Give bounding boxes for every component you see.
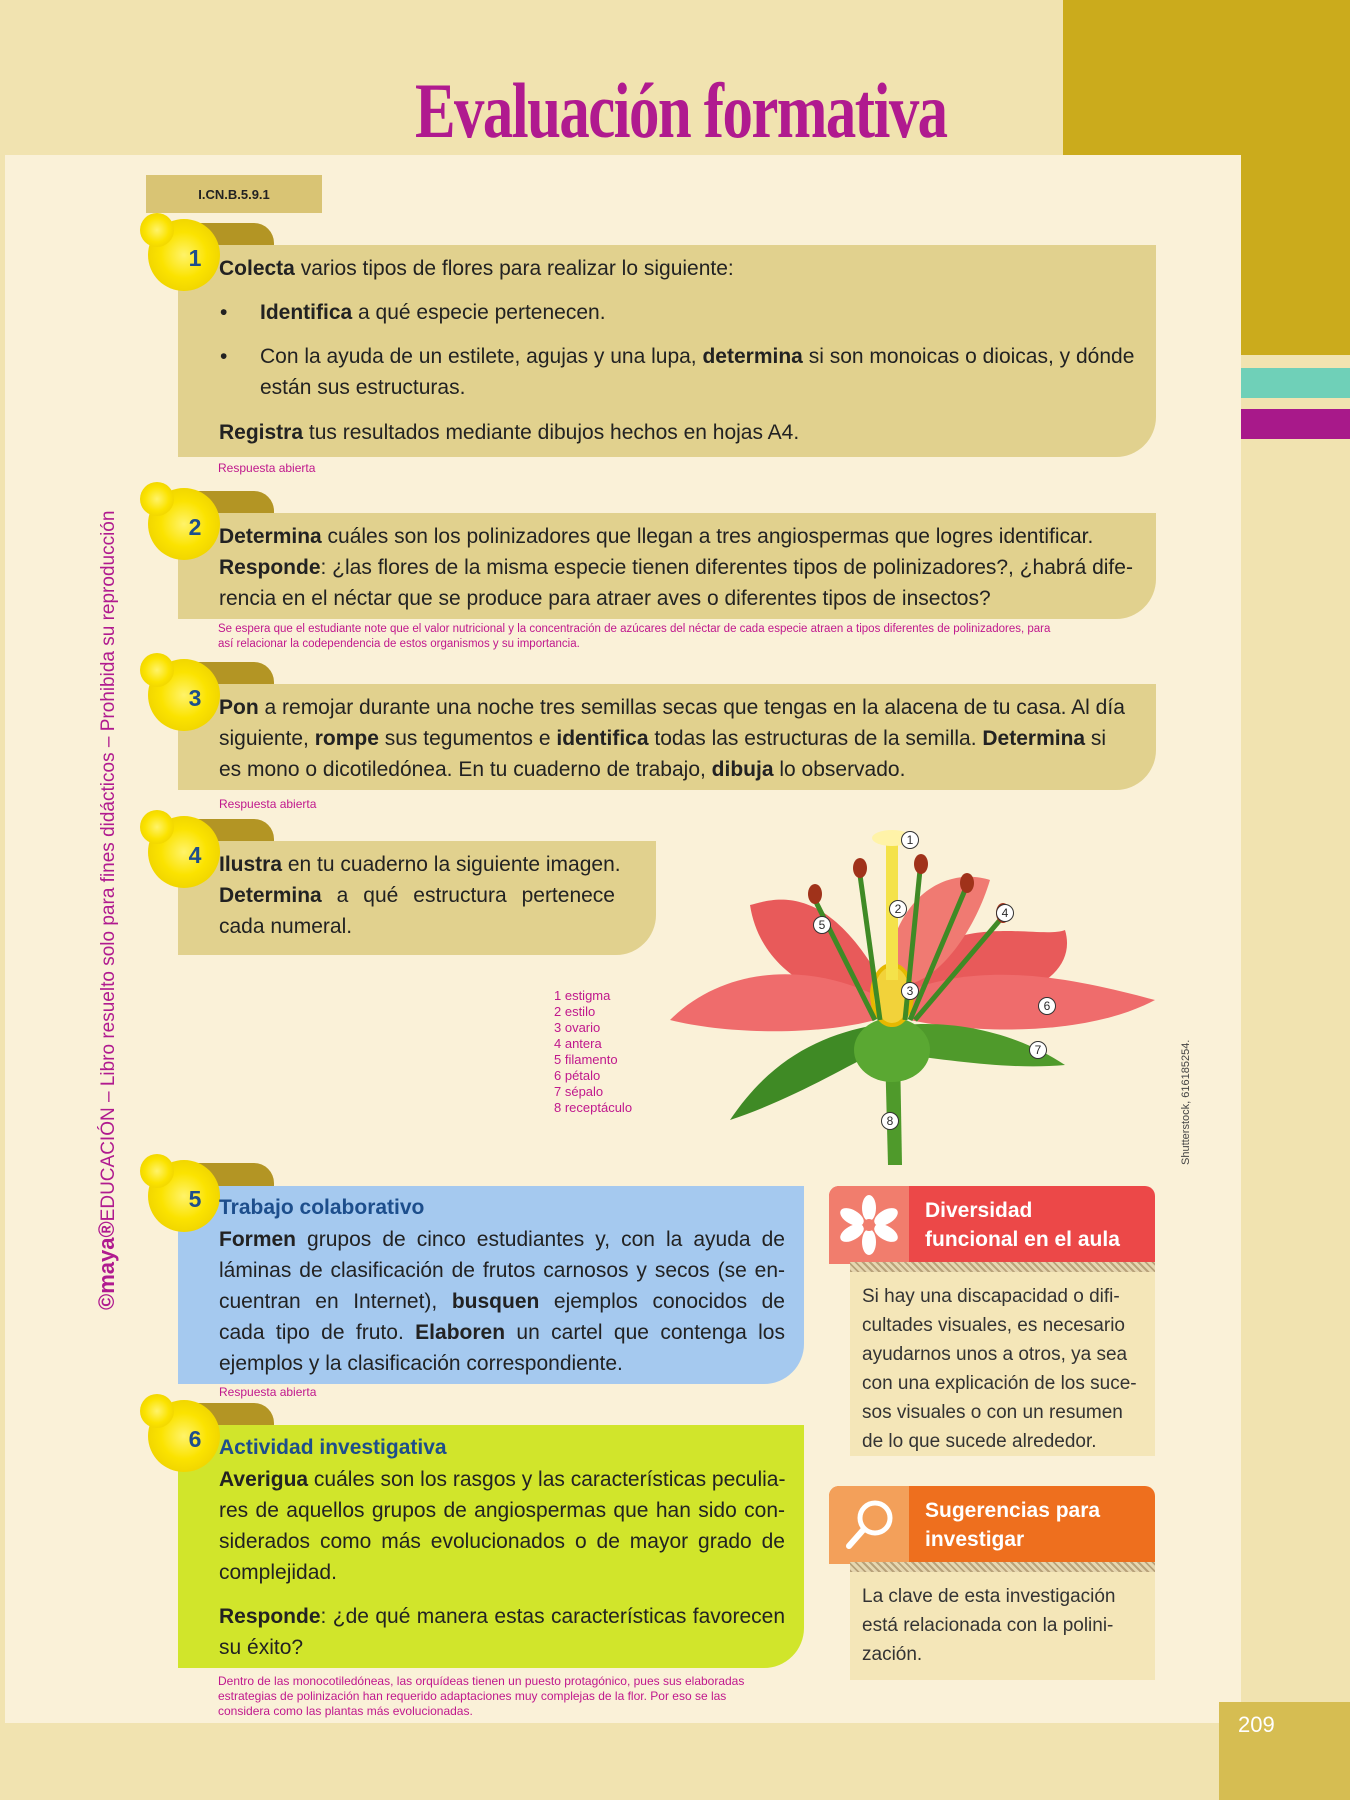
q4-line1-verb: Ilustra: [219, 853, 283, 876]
q2-line2: [219, 552, 1133, 583]
q3-line2-verb2: identifica: [556, 727, 649, 750]
teal-stripe: [1241, 368, 1350, 398]
q2-answer-line2: así relacionar la codependencia de estos organismos y su importancia.: [218, 638, 580, 650]
indicator-code: I.CN.B.5.9.1: [146, 175, 322, 213]
copyright-text: EDUCACIÓN – Libro resuelto solo para fines didácticos – Prohibida su reproducción: [98, 510, 119, 1222]
q4-line2: [219, 880, 615, 911]
diversity-line: de lo que sucede alrededor.: [862, 1431, 1097, 1452]
q4-line3: cada numeral.: [219, 915, 353, 938]
q6-answer-line3: considera como las plantas más evolucionadas.: [218, 1704, 473, 1718]
q6-line1-text: cuáles son los rasgos y las características peculia-: [308, 1468, 786, 1491]
marker-5: 5: [813, 916, 831, 934]
image-credit: Shutterstock, 61618525​4.: [1180, 1039, 1192, 1165]
q6-answer-line2: estrategias de polinización han requerido adaptaciones muy complejas de la flor. Por eso se las: [218, 1689, 727, 1703]
marker-8: 8: [881, 1112, 899, 1130]
diversity-body: [850, 1272, 1155, 1456]
legend-item: 1 estigma: [554, 988, 611, 1003]
bottom-band: [0, 1723, 1350, 1800]
q6-line1-verb: Averigua: [219, 1468, 309, 1491]
q5-line4-a: cada tipo de fruto.: [219, 1321, 416, 1344]
q1-bullet1-text: a qué especie pertenecen.: [352, 301, 606, 324]
q1-last-line: [219, 417, 799, 448]
q5-answer: Respuesta abierta: [219, 1385, 317, 1399]
suggestions-line: zación.: [862, 1644, 923, 1665]
suggestions-title-line2: investigar: [925, 1528, 1025, 1551]
q2-line2-text: : ¿las flores de la misma especie tienen diferentes tipos de polinizadores?, ¿habrá dife-: [320, 556, 1133, 579]
legend-item: 3 ovario: [554, 1020, 601, 1035]
q4-line2-text: a qué estructura pertenece: [321, 884, 615, 907]
magenta-stripe: [1241, 409, 1350, 439]
brand-mark: ©maya®: [94, 1221, 119, 1310]
diversity-line: ayudarnos unos a otros, ya sea: [862, 1344, 1128, 1365]
q6-line5-verb: Responde: [219, 1605, 321, 1628]
page-title: Evaluación formativa: [415, 67, 947, 154]
q4-line2-verb: Determina: [219, 884, 322, 907]
q6-line1: [219, 1464, 785, 1495]
legend-item: 4 antera: [554, 1036, 602, 1051]
q4-number: 4: [188, 841, 202, 868]
diversity-icon-box: [829, 1186, 909, 1264]
q6-line4: complejidad.: [219, 1561, 337, 1584]
q2-line1-text: cuáles son los polinizadores que llegan a tres angiospermas que logres identificar.: [321, 525, 1094, 548]
flower-asterisk-icon: [829, 1186, 909, 1264]
q5-line1: [219, 1224, 785, 1255]
q3-line3-verb: dibuja: [711, 758, 774, 781]
q3-line2-e: si: [1085, 727, 1107, 750]
q2-line2-verb: Responde: [219, 556, 321, 579]
q5-line1-text: grupos de cinco estudiantes y, con la ayuda de: [296, 1228, 785, 1251]
q1-line1-text: varios tipos de flores para realizar lo siguiente:: [294, 257, 734, 280]
page-number: 209: [1238, 1712, 1275, 1737]
diversity-line: sos visuales o con un resumen: [862, 1402, 1123, 1423]
diversity-line: Si hay una discapacidad o difi-: [862, 1286, 1120, 1307]
suggestions-line: está relacionada con la polini-: [862, 1615, 1114, 1636]
q5-number: 5: [188, 1185, 202, 1212]
diversity-line: con una explicación de los suce-: [862, 1373, 1137, 1394]
q2-line1: [219, 521, 1093, 552]
suggestions-title: [925, 1496, 1100, 1554]
q6-number: 6: [188, 1425, 202, 1452]
q5-line3-verb: busquen: [451, 1290, 540, 1313]
q2-line3: rencia en el néctar que se produce para atraer aves o diferentes tipos de insectos?: [219, 587, 991, 610]
q5-line4-b: un cartel que contenga los: [505, 1321, 785, 1344]
diversity-title-line2: funcional en el aula: [925, 1228, 1120, 1251]
q1-bullet1-verb: Identifica: [260, 301, 353, 324]
legend-item: 7 sépalo: [554, 1084, 604, 1099]
q1-last-text: tus resultados mediante dibujos hechos en hojas A4.: [303, 421, 800, 444]
q1-bullet1: [260, 297, 606, 328]
q2-line1-verb: Determina: [219, 525, 322, 548]
diversity-line: cultades visuales, es necesario: [862, 1315, 1125, 1336]
suggestions-header: [829, 1486, 1155, 1564]
marker-7: 7: [1029, 1041, 1047, 1059]
q5-line1-verb: Formen: [219, 1228, 297, 1251]
magnifier-icon: [829, 1486, 909, 1564]
flower-legend: [554, 988, 632, 1116]
q3-line2-verb3: Determina: [982, 727, 1086, 750]
suggestions-line: La clave de esta investigación: [862, 1586, 1116, 1607]
q3-answer: Respuesta abierta: [219, 797, 317, 811]
diversity-title-line1: Diversidad: [925, 1199, 1033, 1222]
q3-line1-text: a remojar durante una noche tres semillas secas que tengas en la alacena de tu casa. Al día: [258, 696, 1125, 719]
q1-bullet-dot-2: •: [220, 345, 228, 368]
q3-line2-d: todas las estructuras de la semilla.: [648, 727, 983, 750]
suggestions-hatch: [850, 1562, 1155, 1572]
q4-line1: [219, 849, 621, 880]
q1-badge: [148, 219, 220, 291]
legend-item: 8 receptáculo: [554, 1100, 633, 1115]
q5-line4: [219, 1317, 785, 1348]
q1-bullet2-verb: determina: [702, 345, 803, 368]
copyright-notice: [94, 511, 120, 1310]
q1-bullet2-text-a: Con la ayuda de un estilete, agujas y una lupa,: [260, 345, 703, 368]
q6-heading: Actividad investigativa: [219, 1436, 447, 1459]
q5-line2: láminas de clasificación de frutos carnosos y secos (se en-: [219, 1259, 785, 1282]
marker-1: 1: [901, 831, 919, 849]
q4-line1-text: en tu cuaderno la siguiente imagen.: [282, 853, 621, 876]
q5-line5: ejemplos y la clasificación correspondiente.: [219, 1352, 623, 1375]
legend-item: 6 pétalo: [554, 1068, 601, 1083]
q2-badge: [148, 488, 220, 560]
q1-last-verb: Registra: [219, 421, 304, 444]
q1-bullet2-line2: están sus estructuras.: [260, 376, 466, 399]
q4-badge: [148, 816, 220, 888]
q6-line3: siderados como más evolucionados o de mayor grado de: [219, 1530, 785, 1553]
q3-line2-a: siguiente,: [219, 727, 315, 750]
diversity-title: [925, 1196, 1120, 1254]
q3-line2-verb1: rompe: [314, 727, 379, 750]
marker-3: 3: [901, 982, 919, 1000]
q5-badge: [148, 1160, 220, 1232]
q6-line2: res de aquellos grupos de angiospermas que han sido con-: [219, 1499, 785, 1522]
diversity-header: [829, 1186, 1155, 1264]
q3-number: 3: [188, 684, 202, 711]
q1-number: 1: [188, 244, 202, 271]
q3-line3-b: lo observado.: [773, 758, 906, 781]
q3-line2: [219, 723, 1106, 754]
q3-line3-a: es mono o dicotiledónea. En tu cuaderno de trabajo,: [219, 758, 712, 781]
q6-line5-text: : ¿de qué manera estas características favorecen: [320, 1605, 785, 1628]
q3-line3: [219, 754, 905, 785]
q6-badge: [148, 1400, 220, 1472]
q6-line5: [219, 1601, 785, 1632]
q5-line3-b: ejemplos conocidos de: [539, 1290, 785, 1313]
q5-line4-verb: Elaboren: [415, 1321, 506, 1344]
legend-item: 2 estilo: [554, 1004, 596, 1019]
suggestions-icon-box: [829, 1486, 909, 1564]
marker-4: 4: [996, 904, 1014, 922]
suggestions-body: [850, 1572, 1155, 1680]
q1-bullet2-text-b: si son monoicas o dioicas, y dónde: [802, 345, 1135, 368]
q6-line6: su éxito?: [219, 1636, 304, 1659]
q1-line1: [219, 253, 734, 284]
q5-line3-a: cuentran en Internet),: [219, 1290, 452, 1313]
q6-answer-line1: Dentro de las monocotiledóneas, las orquídeas tienen un puesto protagónico, pues sus elaboradas: [218, 1674, 745, 1688]
q3-badge: [148, 659, 220, 731]
legend-item: 5 filamento: [554, 1052, 618, 1067]
q3-line1-verb: Pon: [219, 696, 259, 719]
marker-6: 6: [1038, 997, 1056, 1015]
q1-line1-verb: Colecta: [219, 257, 295, 280]
diversity-hatch: [850, 1262, 1155, 1272]
q3-line2-c: sus tegumentos e: [378, 727, 557, 750]
q2-answer-line1: Se espera que el estudiante note que el valor nutricional y la concentración de azúcares del néctar de cada especie atraen a tipos diferentes de polinizadores, para: [218, 623, 1051, 635]
q1-answer: Respuesta abierta: [218, 461, 316, 475]
q1-bullet2: [260, 341, 1134, 372]
q2-number: 2: [188, 513, 202, 540]
q1-bullet-dot-1: •: [220, 301, 228, 324]
marker-2: 2: [889, 900, 907, 918]
q5-heading: Trabajo colaborativo: [219, 1196, 425, 1219]
suggestions-title-line1: Sugerencias para: [925, 1499, 1101, 1522]
q3-line1: [219, 692, 1125, 723]
q5-line3: [219, 1286, 785, 1317]
